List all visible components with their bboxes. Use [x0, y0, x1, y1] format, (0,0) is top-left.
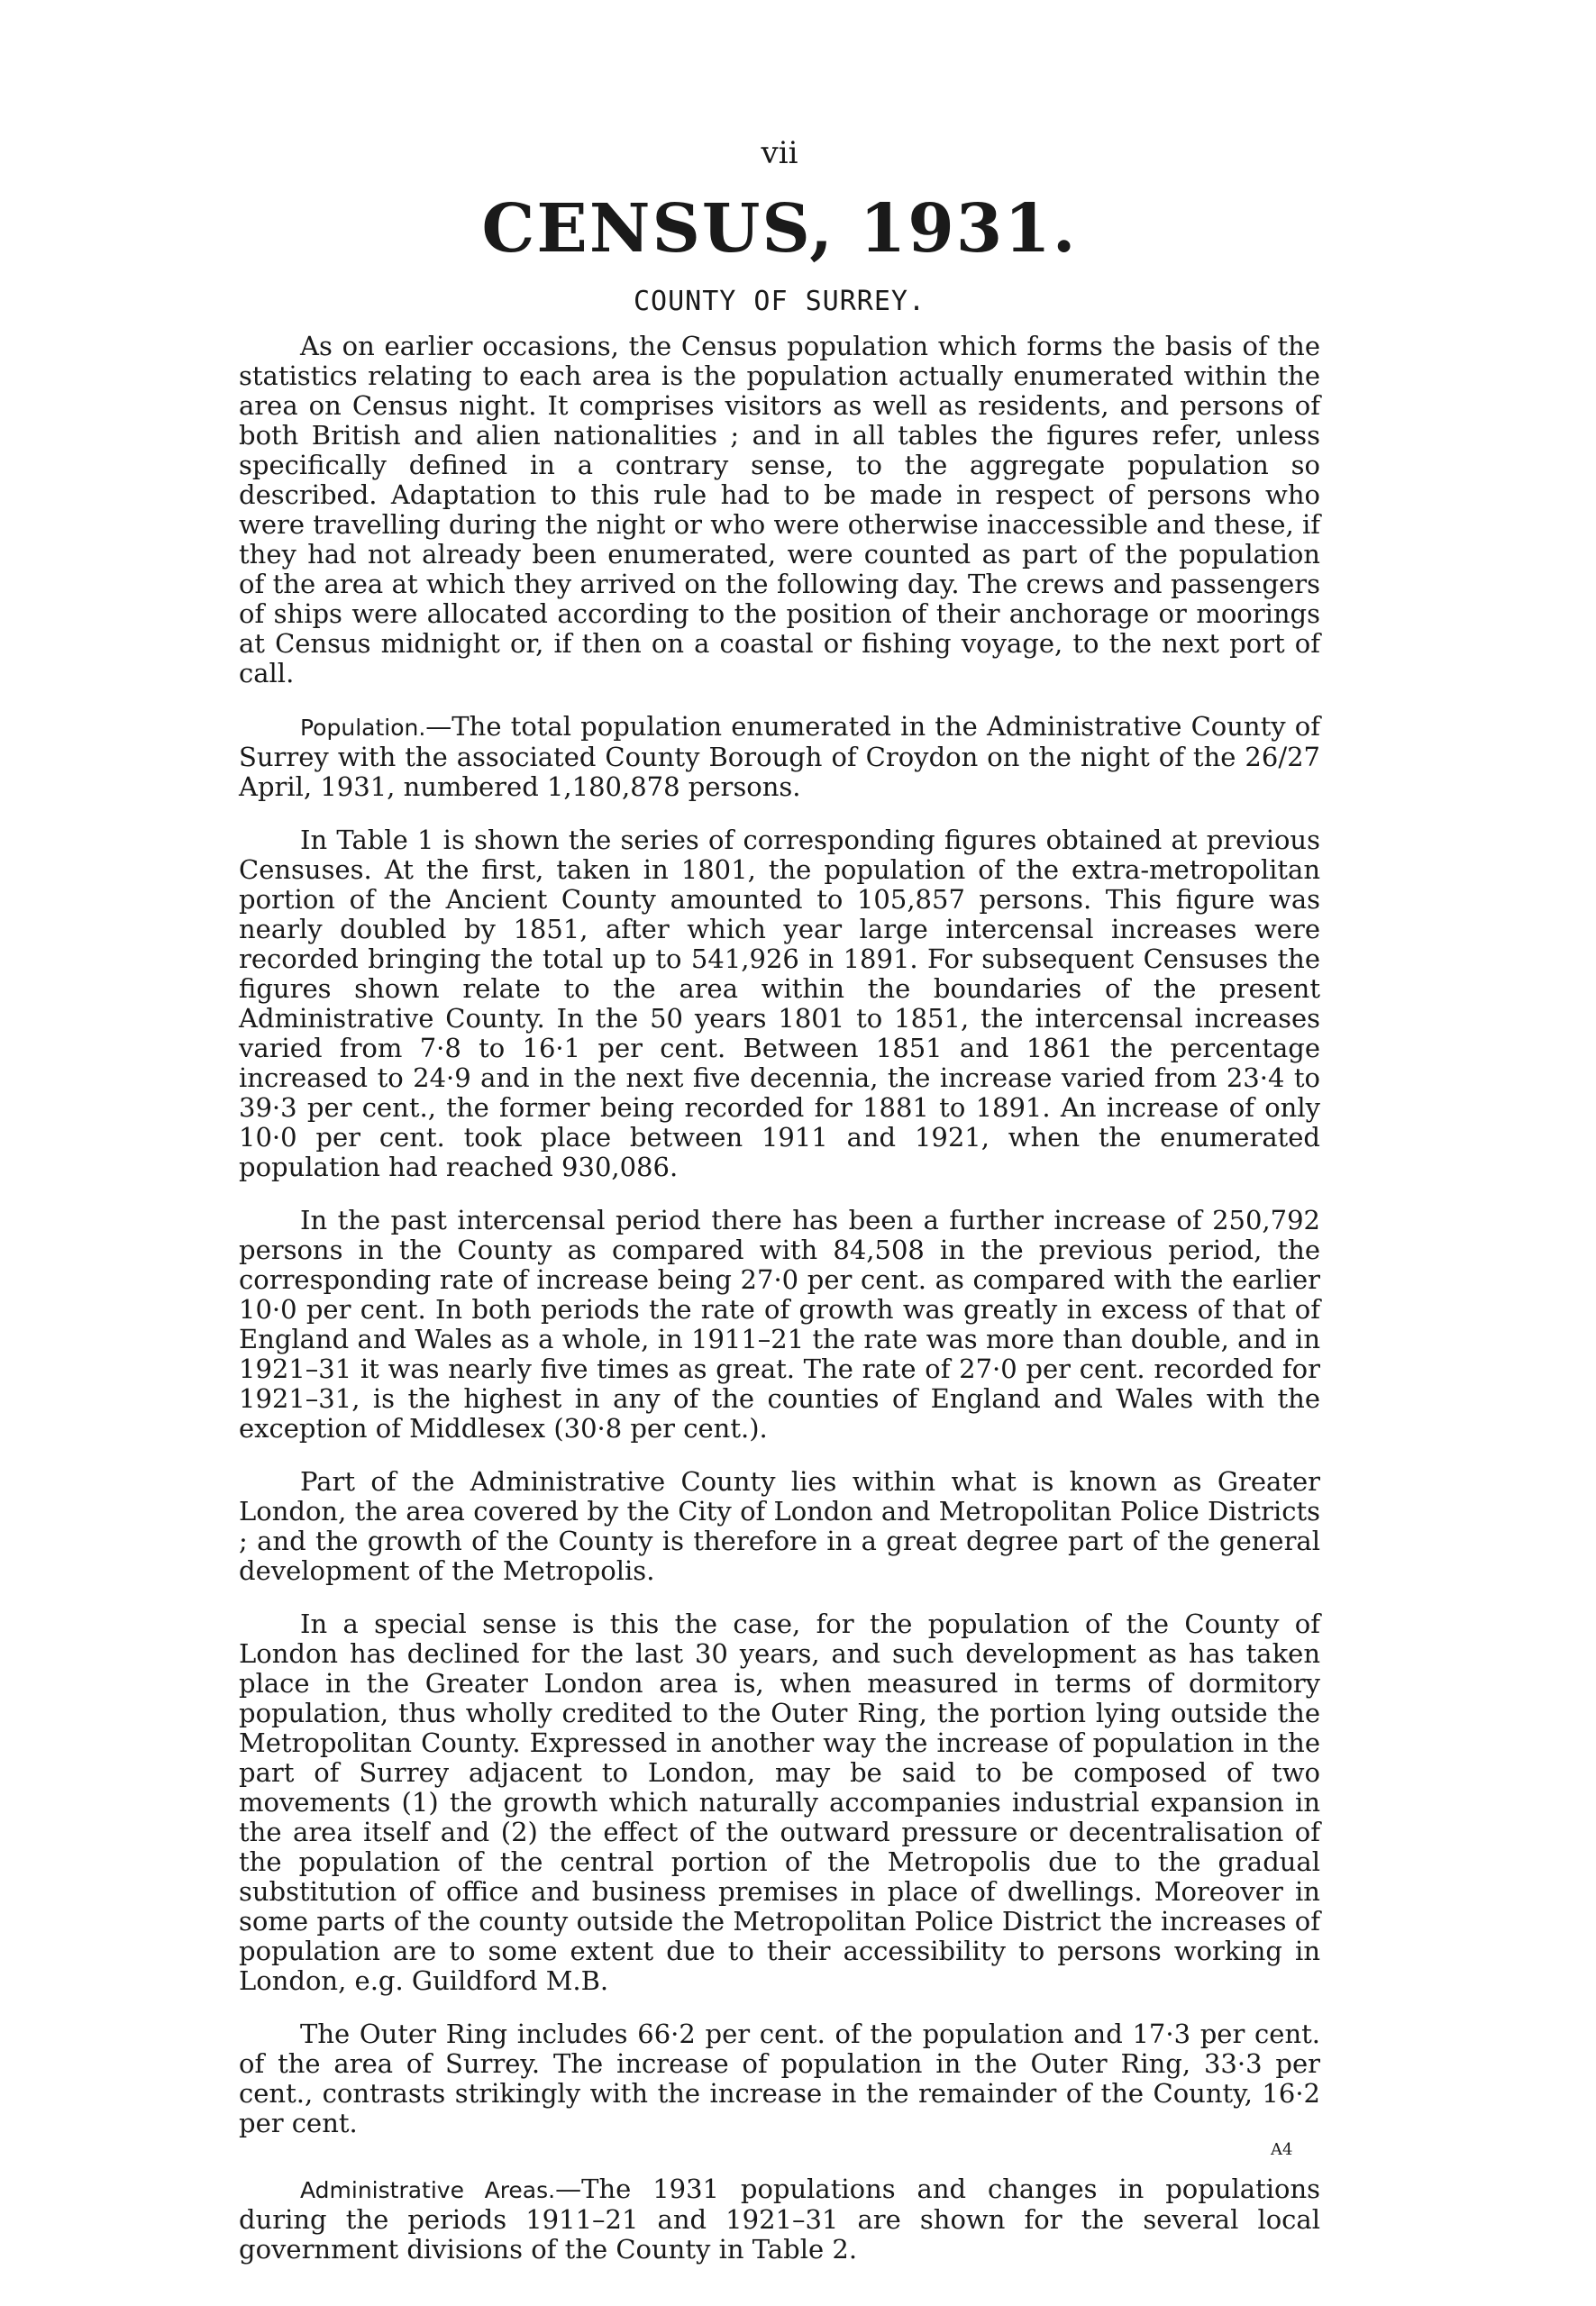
body-paragraph: In a special sense is this the case, for the population of the County of London has declined for the last 30 years, and such development as has taken place in the Greater London area is, when measured in terms of dormitory population, thus wholly credited to the Outer Ring, the portion lying outside the Metropolitan County. Expressed in another way the increase of population in the part of Surrey adjacent to London, may be said to be composed of two movements (1) the growth which naturally accompanies industrial expansion in the area itself and (2) the effect of the outward pressure or decentralisation of the population of the central portion of the Metropolis due to the gradual substitution of office and business premises in place of dwellings. Moreover in some parts of the county outside the Metropolitan Police District the increases of population are to some extent due to their accessibility to persons working in London, e.g. Guildford M.B. — [239, 1609, 1320, 1997]
page-number: vii — [761, 135, 798, 171]
body-paragraph: Part of the Administrative County lies within what is known as Greater London, the area covered by the City of London and Metropolitan Police Districts ; and the growth of the County is therefore in a great degree part of the general development of the Metropolis. — [239, 1466, 1320, 1587]
population-paragraph — [239, 712, 1320, 802]
body-paragraph: In Table 1 is shown the series of corresponding figures obtained at previous Censuses. At the first, taken in 1801, the population of the extra-metropolitan portion of the Ancient County amounted to 105,857 persons. This figure was nearly doubled by 1851, after which year large intercensal increases were recorded bringing the total up to 541,926 in 1891. For subsequent Censuses the figures shown relate to the area within the boundaries of the present Administrative County. In the 50 years 1801 to 1851, the intercensal increases varied from 7·8 to 16·1 per cent. Between 1851 and 1861 the percentage increased to 24·9 and in the next five decennia, the increase varied from 23·4 to 39·3 per cent., the former being recorded for 1881 to 1891. An increase of only 10·0 per cent. took place between 1911 and 1921, when the enumerated population had reached 930,086. — [239, 825, 1320, 1183]
administrative-text: —The 1931 populations and changes in populations during the periods 1911–21 and 1921–31 are shown for the several local government divisions of the County in Table 2. — [239, 2174, 1321, 2265]
spacer — [239, 2162, 1320, 2174]
population-text: —The total population enumerated in the Administrative County of Surrey with the associated County Borough of Croydon on the night of the 26/27 April, 1931, numbered 1,180,878 persons. — [239, 711, 1320, 803]
page-title: CENSUS, 1931. — [481, 190, 1078, 268]
administrative-heading: Administrative Areas. — [300, 2177, 556, 2204]
document-page — [239, 135, 1320, 2288]
body-paragraph: In the past intercensal period there has been a further increase of 250,792 persons in the County as compared with 84,508 in the previous period, the corresponding rate of increase being 27·0 per cent. as compared with the earlier 10·0 per cent. In both periods the rate of growth was greatly in excess of that of England and Wales as a whole, in 1911–21 the rate was more than double, and in 1921–31 it was nearly five times as great. The rate of 27·0 per cent. recorded for 1921–31, is the highest in any of the counties of England and Wales with the exception of Middlesex (30·8 per cent.). — [239, 1205, 1320, 1445]
intro-paragraph: As on earlier occasions, the Census population which forms the basis of the statistics relating to each area is the population actually enumerated within the area on Census night. It comprises visitors as well as residents, and persons of both British and alien nationalities ; and in all tables the figures refer, unless specifically defined in a contrary sense, to the aggregate population so described. Adaptation to this rule had to be made in respect of persons who were travelling during the night or who were otherwise inaccessible and these, if they had not already been enumerated, were counted as part of the population of the area at which they arrived on the following day. The crews and passengers of ships were allocated according to the position of their anchorage or moorings at Census midnight or, if then on a coastal or fishing voyage, to the next port of call. — [239, 331, 1320, 689]
population-heading: Population. — [300, 715, 426, 742]
signature-mark: A4 — [1271, 2140, 1293, 2159]
body-paragraph: The Outer Ring includes 66·2 per cent. of the population and 17·3 per cent. of the area of Surrey. The increase of population in the Outer Ring, 33·3 per cent., contrasts strikingly with the increase in the remainder of the County, 16·2 per cent. — [239, 2019, 1320, 2139]
page-subtitle: COUNTY OF SURREY. — [633, 286, 926, 318]
administrative-paragraph — [239, 2174, 1320, 2265]
